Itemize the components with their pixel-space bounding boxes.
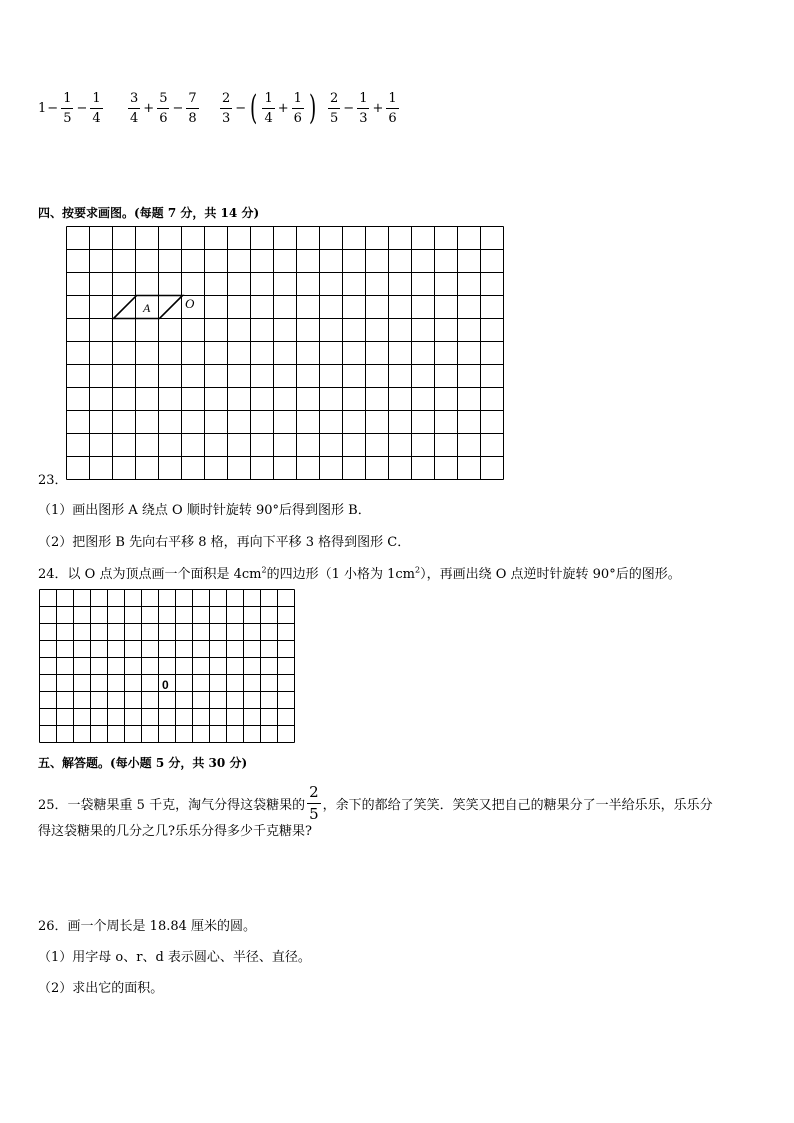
expression-3 <box>218 88 319 128</box>
q24-text <box>38 563 681 582</box>
expr2-op2: − <box>172 100 184 116</box>
numerator: 1 <box>262 92 274 109</box>
expr3-frac2 <box>262 92 274 125</box>
denominator: 8 <box>188 110 197 126</box>
denominator: 6 <box>293 110 302 126</box>
q25-line2: 得这袋糖果的几分之几?乐乐分得多少千克糖果? <box>38 824 312 839</box>
numerator: 1 <box>90 92 102 109</box>
expr4-op2: + <box>372 100 384 116</box>
q24-text-b: 的四边形（1 小格为 1cm <box>266 567 415 582</box>
expr1-lead: 1 <box>38 100 47 116</box>
q24-grid <box>39 589 300 747</box>
numerator: 7 <box>186 92 198 109</box>
q23-number: 23． <box>38 473 68 488</box>
expr2-frac3 <box>186 92 198 125</box>
numerator: 2 <box>220 92 232 109</box>
q26-line1: 26．画一个周长是 18.84 厘米的圆。 <box>38 919 257 934</box>
q25-line1 <box>38 785 713 822</box>
expr4-op1: − <box>343 100 355 116</box>
numerator: 1 <box>386 92 398 109</box>
numerator: 2 <box>307 785 321 804</box>
denominator: 3 <box>222 110 231 126</box>
denominator: 4 <box>92 110 101 126</box>
q23-grid <box>66 226 504 484</box>
right-paren: ) <box>308 88 317 128</box>
numerator: 3 <box>128 92 140 109</box>
q24-text-c: ），再画出绕 O 点逆时针旋转 90°后的图形。 <box>420 567 681 582</box>
section4-heading: 四、按要求画图。(每题 7 分，共 14 分) <box>38 206 260 220</box>
denominator: 5 <box>63 110 72 126</box>
q24-sup1: 2 <box>261 565 267 575</box>
q24-sup2: 2 <box>415 565 421 575</box>
expr2-frac1 <box>128 92 140 125</box>
left-paren: ( <box>250 88 258 128</box>
point-o-label: O <box>185 296 195 311</box>
expr4-frac1 <box>328 92 340 125</box>
numerator: 5 <box>157 92 169 109</box>
expr1-frac2 <box>90 92 102 125</box>
q26-part1: （1）用字母 o、r、d 表示圆心、半径、直径。 <box>38 950 311 965</box>
denominator: 5 <box>309 805 319 823</box>
q25-fraction <box>307 785 321 822</box>
numerator: 1 <box>357 92 369 109</box>
numerator: 2 <box>328 92 340 109</box>
expr3-frac1 <box>220 92 232 125</box>
expr1-op2: − <box>76 100 88 116</box>
q25-line1-a: 25．一袋糖果重 5 千克，淘气分得这袋糖果的 <box>38 798 306 813</box>
denominator: 4 <box>264 110 273 126</box>
q23-part2: （2）把图形 B 先向右平移 8 格，再向下平移 3 格得到图形 C． <box>38 535 411 550</box>
q25-line1-b: ，余下的都给了笑笑．笑笑又把自己的糖果分了一半给乐乐，乐乐分 <box>322 798 713 813</box>
denominator: 6 <box>159 110 168 126</box>
denominator: 4 <box>130 110 139 126</box>
expr2-op1: + <box>143 100 155 116</box>
denominator: 5 <box>330 110 339 126</box>
numerator: 1 <box>292 92 304 109</box>
q26-part2: （2）求出它的面积。 <box>38 981 164 996</box>
expr3-op2: + <box>277 100 289 116</box>
expr2-frac2 <box>157 92 169 125</box>
q24-point-label: 0 <box>162 678 169 692</box>
section5-heading: 五、解答题。(每小题 5 分，共 30 分) <box>38 756 248 770</box>
q24-text-a: 24．以 O 点为顶点画一个面积是 4cm <box>38 567 262 582</box>
q23-part1: （1）画出图形 A 绕点 O 顺时针旋转 90°后得到图形 B． <box>38 503 371 518</box>
expr3-op1: − <box>235 100 247 116</box>
expr4-frac3 <box>386 92 398 125</box>
expr1-frac1 <box>61 92 73 125</box>
denominator: 3 <box>359 110 368 126</box>
expr4-frac2 <box>357 92 369 125</box>
expression-4 <box>326 88 401 128</box>
numerator: 1 <box>61 92 73 109</box>
shape-a-label: A <box>143 301 151 315</box>
denominator: 6 <box>388 110 397 126</box>
expr1-op1: − <box>47 100 59 116</box>
expr3-frac3 <box>292 92 304 125</box>
expression-2 <box>126 88 201 128</box>
expression-1 <box>38 88 105 128</box>
